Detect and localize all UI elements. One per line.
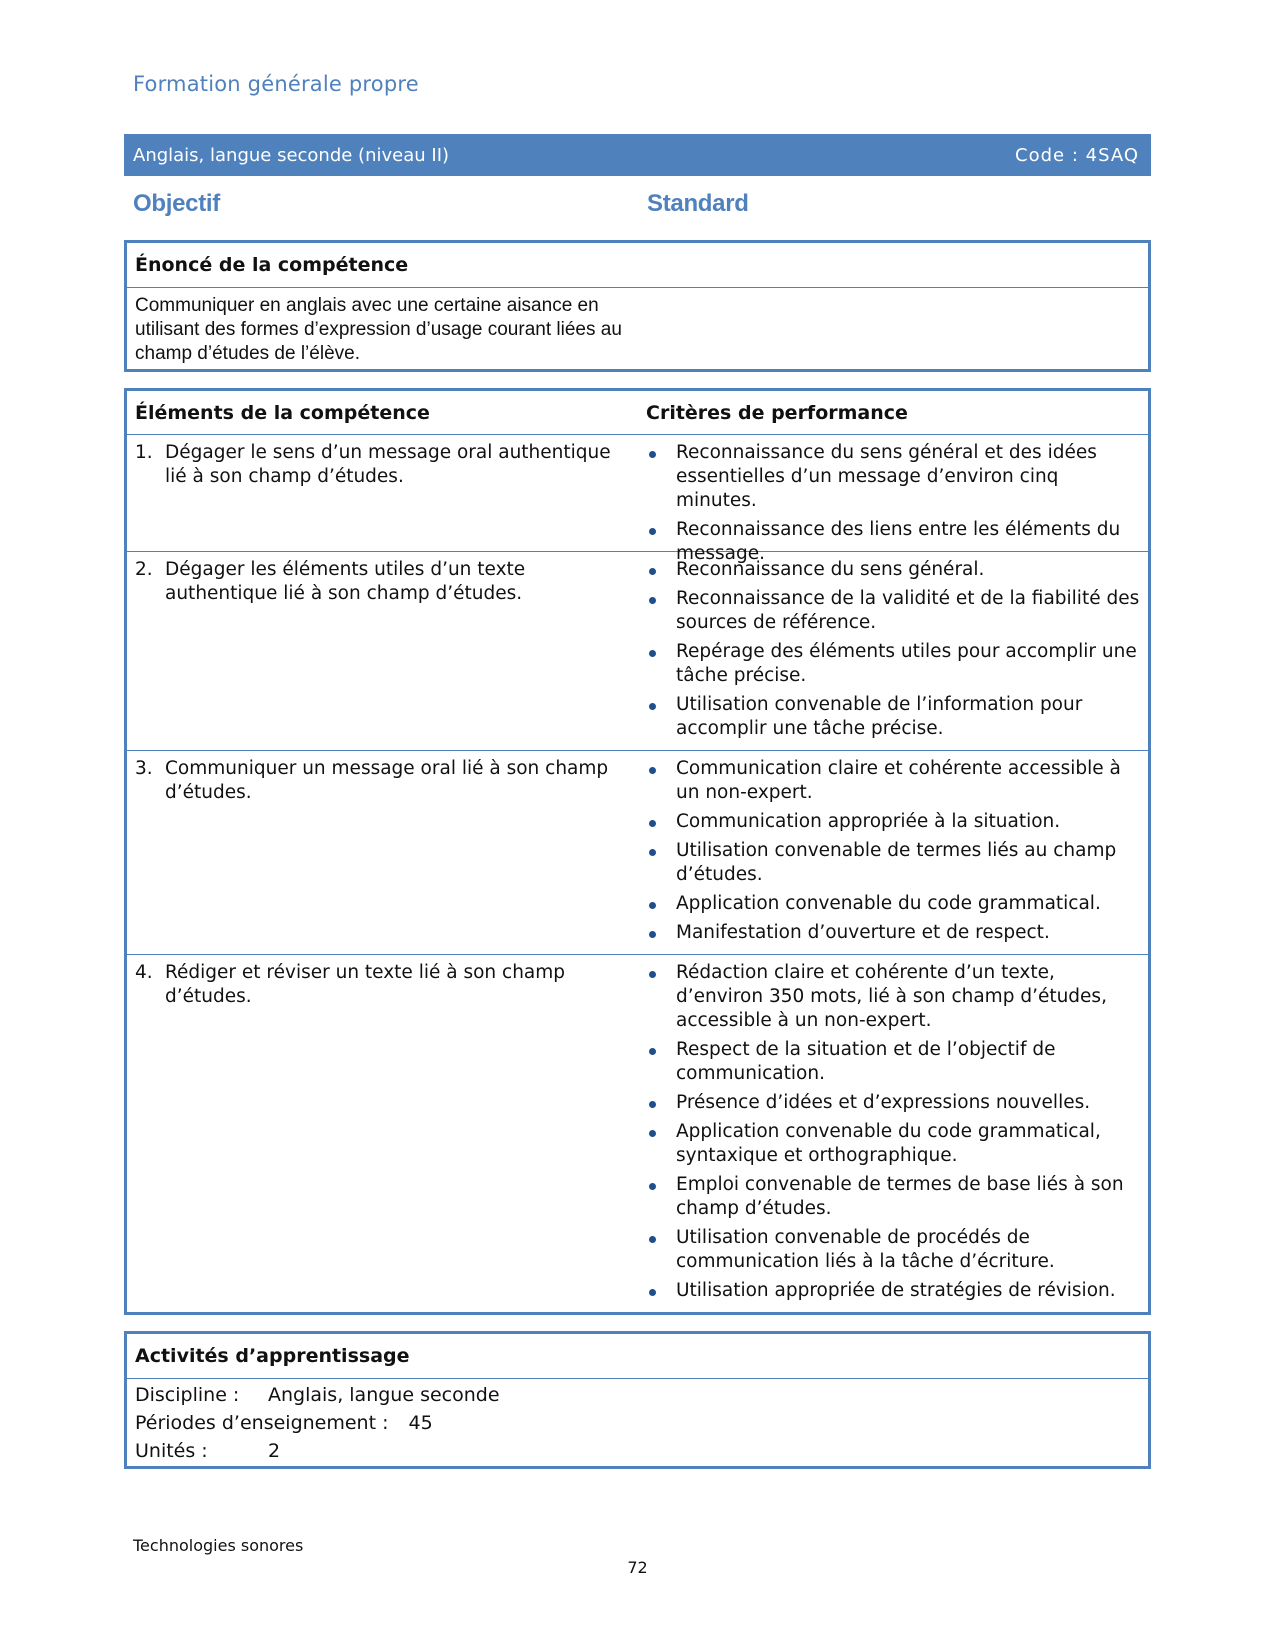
criteria-item: Manifestation d’ouverture et de respect.	[646, 921, 1140, 945]
criteria-item: Emploi convenable de termes de base liés à son champ d’études.	[646, 1173, 1140, 1221]
criteria-item: Communication appropriée à la situation.	[646, 810, 1140, 834]
criteria-list	[646, 558, 1140, 741]
table-row	[127, 751, 1148, 955]
discipline-value: Anglais, langue seconde	[268, 1384, 500, 1406]
criteria-item: Utilisation appropriée de stratégies de révision.	[646, 1279, 1140, 1303]
element-item	[135, 757, 630, 805]
bullet-icon	[649, 1130, 656, 1137]
units-line	[127, 1437, 1148, 1465]
bullet-icon	[649, 451, 656, 458]
objective-heading: Objectif	[133, 190, 220, 217]
page-number: 72	[627, 1558, 648, 1577]
bullet-icon	[649, 597, 656, 604]
element-item	[135, 961, 630, 1009]
criteria-item: Reconnaissance du sens général et des idées essentielles d’un message d’environ cinq minutes.	[646, 441, 1140, 513]
criteria-item: Utilisation convenable de l’information pour accomplir une tâche précise.	[646, 693, 1140, 741]
bullet-icon	[649, 1289, 656, 1296]
bullet-icon	[649, 971, 656, 978]
bullet-icon	[649, 820, 656, 827]
criteria-item: Présence d’idées et d’expressions nouvelles.	[646, 1091, 1140, 1115]
header-elements: Éléments de la compétence	[135, 401, 430, 424]
course-header-bar	[124, 134, 1151, 176]
activities-box	[124, 1331, 1151, 1469]
criteria-item: Application convenable du code grammatical.	[646, 892, 1140, 916]
bullet-icon	[649, 650, 656, 657]
periods-label: Périodes d’enseignement :	[135, 1412, 389, 1434]
element-item	[135, 441, 630, 489]
bullet-icon	[649, 849, 656, 856]
units-label: Unités :	[135, 1440, 208, 1462]
bullet-icon	[649, 1183, 656, 1190]
element-number: 1.	[135, 442, 153, 463]
element-number: 3.	[135, 758, 153, 779]
criteria-item: Repérage des éléments utiles pour accomplir une tâche précise.	[646, 640, 1140, 688]
table-row	[127, 435, 1148, 564]
table-header-row	[127, 391, 1148, 435]
header-criteria: Critères de performance	[646, 401, 908, 424]
element-number: 4.	[135, 962, 153, 983]
bullet-icon	[649, 528, 656, 535]
criteria-list	[646, 441, 1140, 566]
bullet-icon	[649, 1101, 656, 1108]
bullet-icon	[649, 568, 656, 575]
bullet-icon	[649, 931, 656, 938]
criteria-item: Reconnaissance du sens général.	[646, 558, 1140, 582]
criteria-item: Reconnaissance des liens entre les éléments du message.	[646, 518, 1140, 566]
element-text: Dégager le sens d’un message oral authentique lié à son champ d’études.	[165, 442, 611, 487]
criteria-item: Application convenable du code grammatical, syntaxique et orthographique.	[646, 1120, 1140, 1168]
units-value: 2	[268, 1440, 281, 1462]
bullet-icon	[649, 902, 656, 909]
activities-heading: Activités d’apprentissage	[127, 1334, 1148, 1379]
element-item	[135, 558, 630, 606]
standard-heading: Standard	[647, 190, 749, 217]
bullet-icon	[649, 703, 656, 710]
criteria-item: Communication claire et cohérente accessible à un non-expert.	[646, 757, 1140, 805]
table-row	[127, 552, 1148, 751]
criteria-item: Respect de la situation et de l’objectif de communication.	[646, 1038, 1140, 1086]
statement-heading: Énoncé de la compétence	[127, 243, 1148, 288]
criteria-item: Utilisation convenable de procédés de communication liés à la tâche d’écriture.	[646, 1226, 1140, 1274]
element-text: Dégager les éléments utiles d’un texte authentique lié à son champ d’études.	[165, 559, 526, 604]
periods-line	[127, 1409, 1148, 1437]
column-headings	[133, 190, 1151, 224]
elements-table	[124, 388, 1151, 1315]
criteria-list	[646, 757, 1140, 945]
criteria-item: Rédaction claire et cohérente d’un texte, d’environ 350 mots, lié à son champ d’études, accessible à un non-expert.	[646, 961, 1140, 1033]
bullet-icon	[649, 767, 656, 774]
element-text: Communiquer un message oral lié à son champ d’études.	[165, 758, 609, 803]
course-code: Code : 4SAQ	[1015, 144, 1139, 166]
element-text: Rédiger et réviser un texte lié à son champ d’études.	[165, 962, 566, 1007]
footer-program: Technologies sonores	[133, 1536, 304, 1555]
section-title: Formation générale propre	[133, 72, 419, 96]
discipline-line	[127, 1381, 1148, 1409]
course-title: Anglais, langue seconde (niveau II)	[133, 144, 450, 166]
table-row	[127, 955, 1148, 1312]
element-number: 2.	[135, 559, 153, 580]
periods-value: 45	[408, 1412, 433, 1434]
criteria-list	[646, 961, 1140, 1303]
statement-text: Communiquer en anglais avec une certaine aisance en utilisant des formes d’expression d’usage courant liées au champ d’études de l’élève.	[135, 295, 622, 364]
discipline-label: Discipline :	[135, 1384, 240, 1406]
statement-box	[124, 240, 1151, 372]
bullet-icon	[649, 1236, 656, 1243]
bullet-icon	[649, 1048, 656, 1055]
criteria-item: Reconnaissance de la validité et de la fiabilité des sources de référence.	[646, 587, 1140, 635]
criteria-item: Utilisation convenable de termes liés au champ d’études.	[646, 839, 1140, 887]
